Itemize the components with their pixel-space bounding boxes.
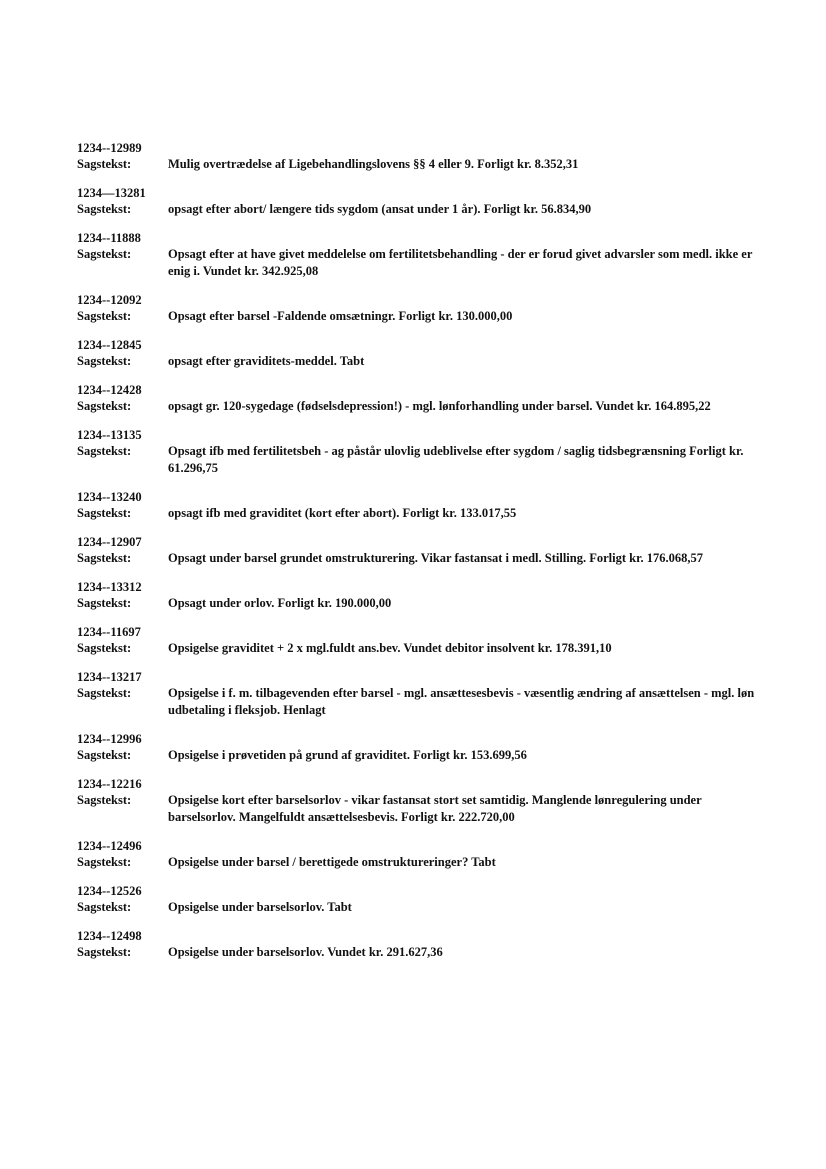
case-text: opsagt gr. 120-sygedage (fødselsdepression!) - mgl. lønforhandling under barsel. Vundet kr. 164.895,22: [168, 399, 711, 413]
case-entry: [77, 777, 757, 826]
case-text: Opsigelse under barselsorlov. Vundet kr. 291.627,36: [168, 945, 443, 959]
case-entry: [77, 929, 757, 961]
case-text: Opsigelse kort efter barselsorlov - vikar fastansat stort set samtidig. Manglende lønregulering under barselsorlov. Mangelfuldt ansættelsesbevis. Forligt kr. 222.720,00: [168, 793, 702, 824]
case-text-label: Sagstekst:: [77, 686, 132, 700]
case-text-row: [77, 353, 757, 370]
case-id: 1234--13217: [77, 670, 142, 684]
case-entry: [77, 884, 757, 916]
case-id: 1234--12216: [77, 777, 142, 791]
case-text-row: [77, 747, 757, 764]
case-text: Opsagt under orlov. Forligt kr. 190.000,00: [168, 596, 392, 610]
case-text-label: Sagstekst:: [77, 354, 132, 368]
case-entry: [77, 670, 757, 719]
case-text-row: [77, 308, 757, 325]
case-text-row: [77, 246, 757, 280]
case-id: 1234--12496: [77, 839, 142, 853]
case-entry: [77, 428, 757, 477]
case-text-label: Sagstekst:: [77, 399, 132, 413]
case-entry: [77, 186, 757, 218]
case-entry: [77, 338, 757, 370]
case-id: 1234--13135: [77, 428, 142, 442]
case-text-row: [77, 156, 757, 173]
case-text-label: Sagstekst:: [77, 596, 132, 610]
case-id: 1234--12845: [77, 338, 142, 352]
case-list: [77, 141, 757, 974]
case-text: Opsagt ifb med fertilitetsbeh - ag påstår ulovlig udeblivelse efter sygdom / saglig tidsbegrænsning Forligt kr. 61.296,75: [168, 444, 744, 475]
case-text: opsagt efter graviditets-meddel. Tabt: [168, 354, 365, 368]
case-id: 1234--12996: [77, 732, 142, 746]
case-text-row: [77, 505, 757, 522]
case-entry: [77, 839, 757, 871]
case-entry: [77, 293, 757, 325]
case-id: 1234--12907: [77, 535, 142, 549]
case-text-label: Sagstekst:: [77, 247, 132, 261]
case-text-row: [77, 854, 757, 871]
case-id: 1234--12498: [77, 929, 142, 943]
case-entry: [77, 231, 757, 280]
case-text: Opsigelse i prøvetiden på grund af graviditet. Forligt kr. 153.699,56: [168, 748, 527, 762]
case-entry: [77, 535, 757, 567]
case-entry: [77, 625, 757, 657]
case-text: Opsigelse i f. m. tilbagevenden efter barsel - mgl. ansættesesbevis - væsentlig ændring af ansættelsen - mgl. løn udbetaling i fleksjob. Henlagt: [168, 686, 755, 717]
case-id: 1234--12526: [77, 884, 142, 898]
case-text-label: Sagstekst:: [77, 202, 132, 216]
case-id: 1234--13240: [77, 490, 142, 504]
case-text-row: [77, 640, 757, 657]
case-text-row: [77, 201, 757, 218]
case-entry: [77, 141, 757, 173]
case-text-row: [77, 550, 757, 567]
case-text: Opsagt under barsel grundet omstrukturering. Vikar fastansat i medl. Stilling. Forligt kr. 176.068,57: [168, 551, 703, 565]
case-text: Opsigelse under barsel / berettigede omstruktureringer? Tabt: [168, 855, 496, 869]
case-entry: [77, 490, 757, 522]
case-text-label: Sagstekst:: [77, 855, 132, 869]
case-id: 1234—13281: [77, 186, 146, 200]
case-text-row: [77, 899, 757, 916]
case-id: 1234--11888: [77, 231, 141, 245]
case-text-label: Sagstekst:: [77, 309, 132, 323]
case-id: 1234--12092: [77, 293, 142, 307]
case-entry: [77, 732, 757, 764]
case-text-label: Sagstekst:: [77, 900, 132, 914]
case-text-row: [77, 685, 757, 719]
case-text: Opsagt efter barsel -Faldende omsætningr. Forligt kr. 130.000,00: [168, 309, 513, 323]
case-text-label: Sagstekst:: [77, 157, 132, 171]
case-text-label: Sagstekst:: [77, 444, 132, 458]
case-text-label: Sagstekst:: [77, 551, 132, 565]
case-entry: [77, 383, 757, 415]
case-entry: [77, 580, 757, 612]
case-id: 1234--13312: [77, 580, 142, 594]
case-text-row: [77, 944, 757, 961]
case-text-row: [77, 595, 757, 612]
case-text-label: Sagstekst:: [77, 793, 132, 807]
case-text-row: [77, 398, 757, 415]
case-text-label: Sagstekst:: [77, 748, 132, 762]
case-id: 1234--12989: [77, 141, 142, 155]
case-id: 1234--11697: [77, 625, 141, 639]
case-text-row: [77, 443, 757, 477]
case-text-label: Sagstekst:: [77, 641, 132, 655]
case-text: Mulig overtrædelse af Ligebehandlingslovens §§ 4 eller 9. Forligt kr. 8.352,31: [168, 157, 579, 171]
case-text: Opsigelse graviditet + 2 x mgl.fuldt ans.bev. Vundet debitor insolvent kr. 178.391,10: [168, 641, 612, 655]
case-text: opsagt efter abort/ længere tids sygdom (ansat under 1 år). Forligt kr. 56.834,90: [168, 202, 592, 216]
case-id: 1234--12428: [77, 383, 142, 397]
case-text: Opsagt efter at have givet meddelelse om fertilitetsbehandling - der er forud givet advarsler som medl. ikke er enig i. Vundet kr. 342.925,08: [168, 247, 753, 278]
case-text: Opsigelse under barselsorlov. Tabt: [168, 900, 352, 914]
case-text-row: [77, 792, 757, 826]
case-text-label: Sagstekst:: [77, 945, 132, 959]
case-text-label: Sagstekst:: [77, 506, 132, 520]
case-text: opsagt ifb med graviditet (kort efter abort). Forligt kr. 133.017,55: [168, 506, 517, 520]
